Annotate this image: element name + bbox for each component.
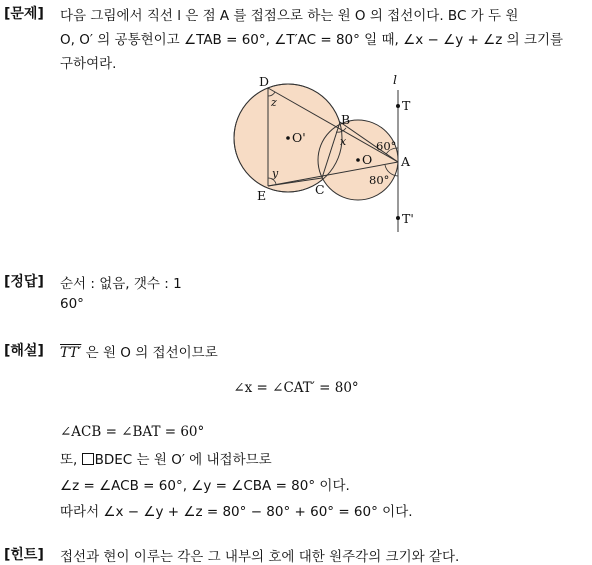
label-d: D <box>259 74 270 89</box>
label-angle-60: 60° <box>376 139 397 153</box>
label-o: O <box>362 152 373 167</box>
explanation-line-6: 따라서 ∠x − ∠y + ∠z = 80° − 80° + 60° = 60° 이다. <box>60 504 413 520</box>
label-t-prime: T' <box>402 211 414 226</box>
answer-tag: [정답] <box>4 274 44 290</box>
explanation-line-5: ∠z = ∠ACB = 60°, ∠y = ∠CBA = 80° 이다. <box>60 478 350 494</box>
problem-line-2: O, O′ 의 공통현이고 ∠TAB = 60°, ∠T′AC = 80° 일 때, ∠x − ∠y + ∠z 의 크기를 <box>60 32 564 48</box>
explanation-line-1: TT′ 은 원 O 의 접선이므로 <box>60 345 218 361</box>
label-y: y <box>272 167 279 180</box>
label-o-prime: O' <box>292 130 306 145</box>
problem-line-1: 다음 그림에서 직선 l 은 점 A 를 접점으로 하는 원 O 의 접선이다. BC 가 두 원 <box>60 8 519 24</box>
hint-line-1: 접선과 현이 이루는 각은 그 내부의 호에 대한 원주각의 크기와 같다. <box>60 549 460 565</box>
label-a: A <box>401 154 411 169</box>
label-e: E <box>257 188 267 203</box>
geometry-figure <box>220 70 420 240</box>
problem-tag: [문제] <box>4 6 44 22</box>
label-x: x <box>340 135 347 148</box>
label-b: B <box>341 112 351 127</box>
tangent-symbol: TT′ <box>60 345 82 361</box>
explanation-equation-1: ∠x = ∠CAT′ = 80° <box>233 380 359 396</box>
hint-tag: [힌트] <box>4 547 44 563</box>
explanation-tag: [해설] <box>4 343 44 359</box>
problem-line-3: 구하여라. <box>60 56 117 72</box>
label-t: T <box>402 98 411 113</box>
label-l: l <box>393 72 397 87</box>
label-angle-80: 80° <box>369 173 390 187</box>
label-z: z <box>271 96 277 109</box>
explanation-line-4: 또, BDEC 는 원 O′ 에 내접하므로 <box>60 452 272 468</box>
square-icon <box>82 453 94 465</box>
label-c: C <box>315 182 325 197</box>
answer-value: 60° <box>60 296 84 312</box>
explanation-line-3: ∠ACB = ∠BAT = 60° <box>60 424 205 440</box>
answer-line-1: 순서 : 없음, 갯수 : 1 <box>60 276 182 292</box>
